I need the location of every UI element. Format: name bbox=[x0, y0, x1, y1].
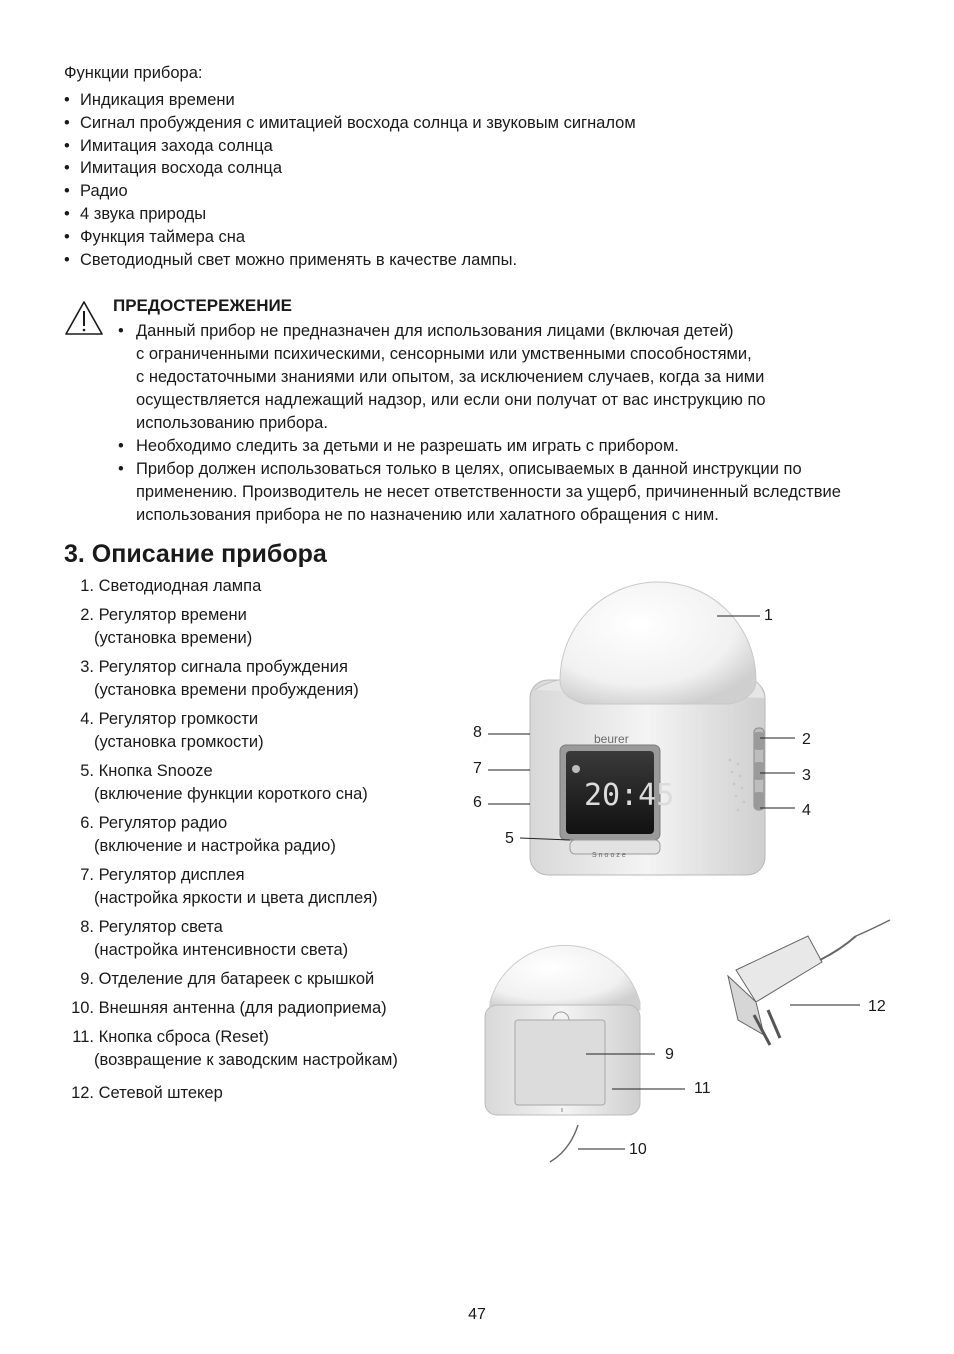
feature-item bbox=[64, 89, 636, 112]
warning-list bbox=[118, 320, 841, 527]
warning-line: с ограниченными психическими, сенсорными или умственными способностями, bbox=[136, 345, 752, 363]
warning-line: использования прибора не по назначению или халатного обращения с ним. bbox=[136, 506, 719, 524]
part-number: 11. bbox=[72, 1028, 94, 1046]
brand-logo: beurer bbox=[594, 732, 629, 746]
part-item bbox=[64, 968, 374, 991]
callout-6: 6 bbox=[473, 794, 482, 811]
part-description: (установка громкости) bbox=[94, 732, 264, 751]
part-description: (включение и настройка радио) bbox=[94, 836, 336, 855]
callout-7: 7 bbox=[473, 760, 482, 777]
part-number: 12. bbox=[71, 1084, 94, 1102]
bullet: • bbox=[64, 250, 70, 269]
feature-item bbox=[64, 249, 636, 272]
feature-item bbox=[64, 112, 636, 135]
part-item bbox=[64, 1026, 398, 1071]
bullet: • bbox=[64, 159, 70, 178]
bullet: • bbox=[64, 136, 70, 155]
feature-text: Радио bbox=[80, 182, 128, 201]
warning-line: Прибор должен использоваться только в целях, описываемых в данной инструкции по bbox=[136, 460, 802, 478]
snooze-label: Snooze bbox=[592, 852, 628, 859]
feature-item bbox=[64, 180, 636, 203]
callout-2: 2 bbox=[802, 731, 811, 748]
bullet: • bbox=[64, 91, 70, 109]
bullet: • bbox=[118, 437, 124, 455]
feature-text: Имитация восхода солнца bbox=[80, 159, 283, 178]
part-name: Регулятор времени bbox=[98, 606, 247, 624]
bullet: • bbox=[64, 182, 70, 201]
part-name: Регулятор дисплея bbox=[98, 866, 245, 884]
part-item bbox=[64, 604, 252, 649]
device-illustration bbox=[460, 580, 920, 1180]
part-number: 5. bbox=[80, 762, 94, 780]
feature-text: Индикация времени bbox=[80, 91, 235, 109]
callout-12: 12 bbox=[868, 998, 886, 1015]
part-item bbox=[64, 812, 336, 857]
feature-text: Функция таймера сна bbox=[80, 227, 246, 246]
warning-item bbox=[118, 435, 841, 458]
part-name: Регулятор сигнала пробуждения bbox=[98, 658, 348, 676]
part-number: 3. bbox=[80, 658, 94, 676]
callout-10: 10 bbox=[629, 1141, 647, 1158]
part-item bbox=[64, 997, 387, 1020]
warning-item bbox=[118, 320, 841, 435]
part-name: Отделение для батареек с крышкой bbox=[98, 970, 375, 988]
part-description: (настройка интенсивности света) bbox=[94, 940, 349, 959]
part-name: Сетевой штекер bbox=[98, 1084, 223, 1102]
feature-text: 4 звука природы bbox=[80, 204, 207, 223]
feature-item bbox=[64, 135, 636, 158]
warning-line: Необходимо следить за детьми и не разрешать им играть с прибором. bbox=[136, 437, 679, 455]
features-list bbox=[64, 89, 636, 271]
part-name: Регулятор света bbox=[98, 918, 223, 936]
part-number: 7. bbox=[80, 866, 94, 884]
part-item bbox=[64, 1082, 223, 1105]
clock-display: 20:45 bbox=[584, 778, 675, 813]
warning-title: ПРЕДОСТЕРЕЖЕНИЕ bbox=[113, 296, 293, 315]
page-number: 47 bbox=[468, 1306, 486, 1323]
features-intro: Функции прибора: bbox=[64, 64, 203, 82]
callout-9: 9 bbox=[665, 1046, 674, 1063]
part-number: 9. bbox=[80, 970, 94, 988]
bullet: • bbox=[64, 227, 70, 246]
bullet: • bbox=[118, 322, 124, 340]
warning-item bbox=[118, 458, 841, 527]
part-item bbox=[64, 916, 348, 961]
warning-line: применению. Производитель не несет ответственности за ущерб, причиненный вследствие bbox=[136, 483, 841, 501]
part-item bbox=[64, 575, 261, 598]
device-front-view bbox=[530, 582, 765, 875]
part-name: Регулятор радио bbox=[98, 814, 228, 832]
warning-line: Данный прибор не предназначен для использования лицами (включая детей) bbox=[136, 322, 734, 340]
feature-text: Сигнал пробуждения с имитацией восхода солнца и звуковым сигналом bbox=[80, 113, 636, 132]
callout-4: 4 bbox=[802, 802, 811, 819]
callout-8: 8 bbox=[473, 724, 482, 741]
feature-item bbox=[64, 203, 636, 226]
callout-3: 3 bbox=[802, 767, 811, 784]
part-item bbox=[64, 708, 264, 753]
part-item bbox=[64, 656, 359, 701]
section-title: 3. Описание прибора bbox=[64, 540, 327, 568]
feature-text: Светодиодный свет можно применять в качестве лампы. bbox=[80, 250, 518, 269]
part-description: (возвращение к заводским настройкам) bbox=[94, 1050, 398, 1069]
bullet: • bbox=[64, 204, 70, 223]
part-item bbox=[64, 864, 378, 909]
part-description: (установка времени) bbox=[94, 628, 253, 647]
part-number: 2. bbox=[80, 606, 94, 624]
feature-text: Имитация захода солнца bbox=[80, 136, 273, 155]
part-name: Внешняя антенна (для радиоприема) bbox=[98, 999, 387, 1017]
part-description: (включение функции короткого сна) bbox=[94, 784, 368, 803]
part-description: (настройка яркости и цвета дисплея) bbox=[94, 888, 378, 907]
feature-item bbox=[64, 157, 636, 180]
part-name: Кнопка Snooze bbox=[98, 762, 213, 780]
part-number: 8. bbox=[80, 918, 94, 936]
callout-11: 11 bbox=[694, 1080, 711, 1097]
warning-line: с недостаточными знаниями или опытом, за исключением случаев, когда за ними bbox=[136, 368, 765, 386]
warning-triangle-icon bbox=[64, 300, 104, 336]
part-number: 10. bbox=[71, 999, 94, 1017]
part-description: (установка времени пробуждения) bbox=[94, 680, 359, 699]
part-item bbox=[64, 760, 368, 805]
part-number: 4. bbox=[80, 710, 94, 728]
power-plug bbox=[728, 920, 890, 1045]
warning-line: осуществляется надлежащий надзор, или если они получат от вас инструкцию по bbox=[136, 391, 766, 409]
bullet: • bbox=[64, 113, 70, 132]
callout-1: 1 bbox=[764, 607, 773, 624]
bullet: • bbox=[118, 460, 124, 478]
warning-line: использованию прибора. bbox=[136, 414, 328, 432]
part-name: Кнопка сброса (Reset) bbox=[98, 1028, 269, 1046]
part-number: 1. bbox=[80, 577, 94, 595]
part-name: Светодиодная лампа bbox=[98, 577, 262, 595]
part-name: Регулятор громкости bbox=[98, 710, 259, 728]
feature-item bbox=[64, 226, 636, 249]
part-number: 6. bbox=[80, 814, 94, 832]
callout-5: 5 bbox=[505, 830, 514, 847]
